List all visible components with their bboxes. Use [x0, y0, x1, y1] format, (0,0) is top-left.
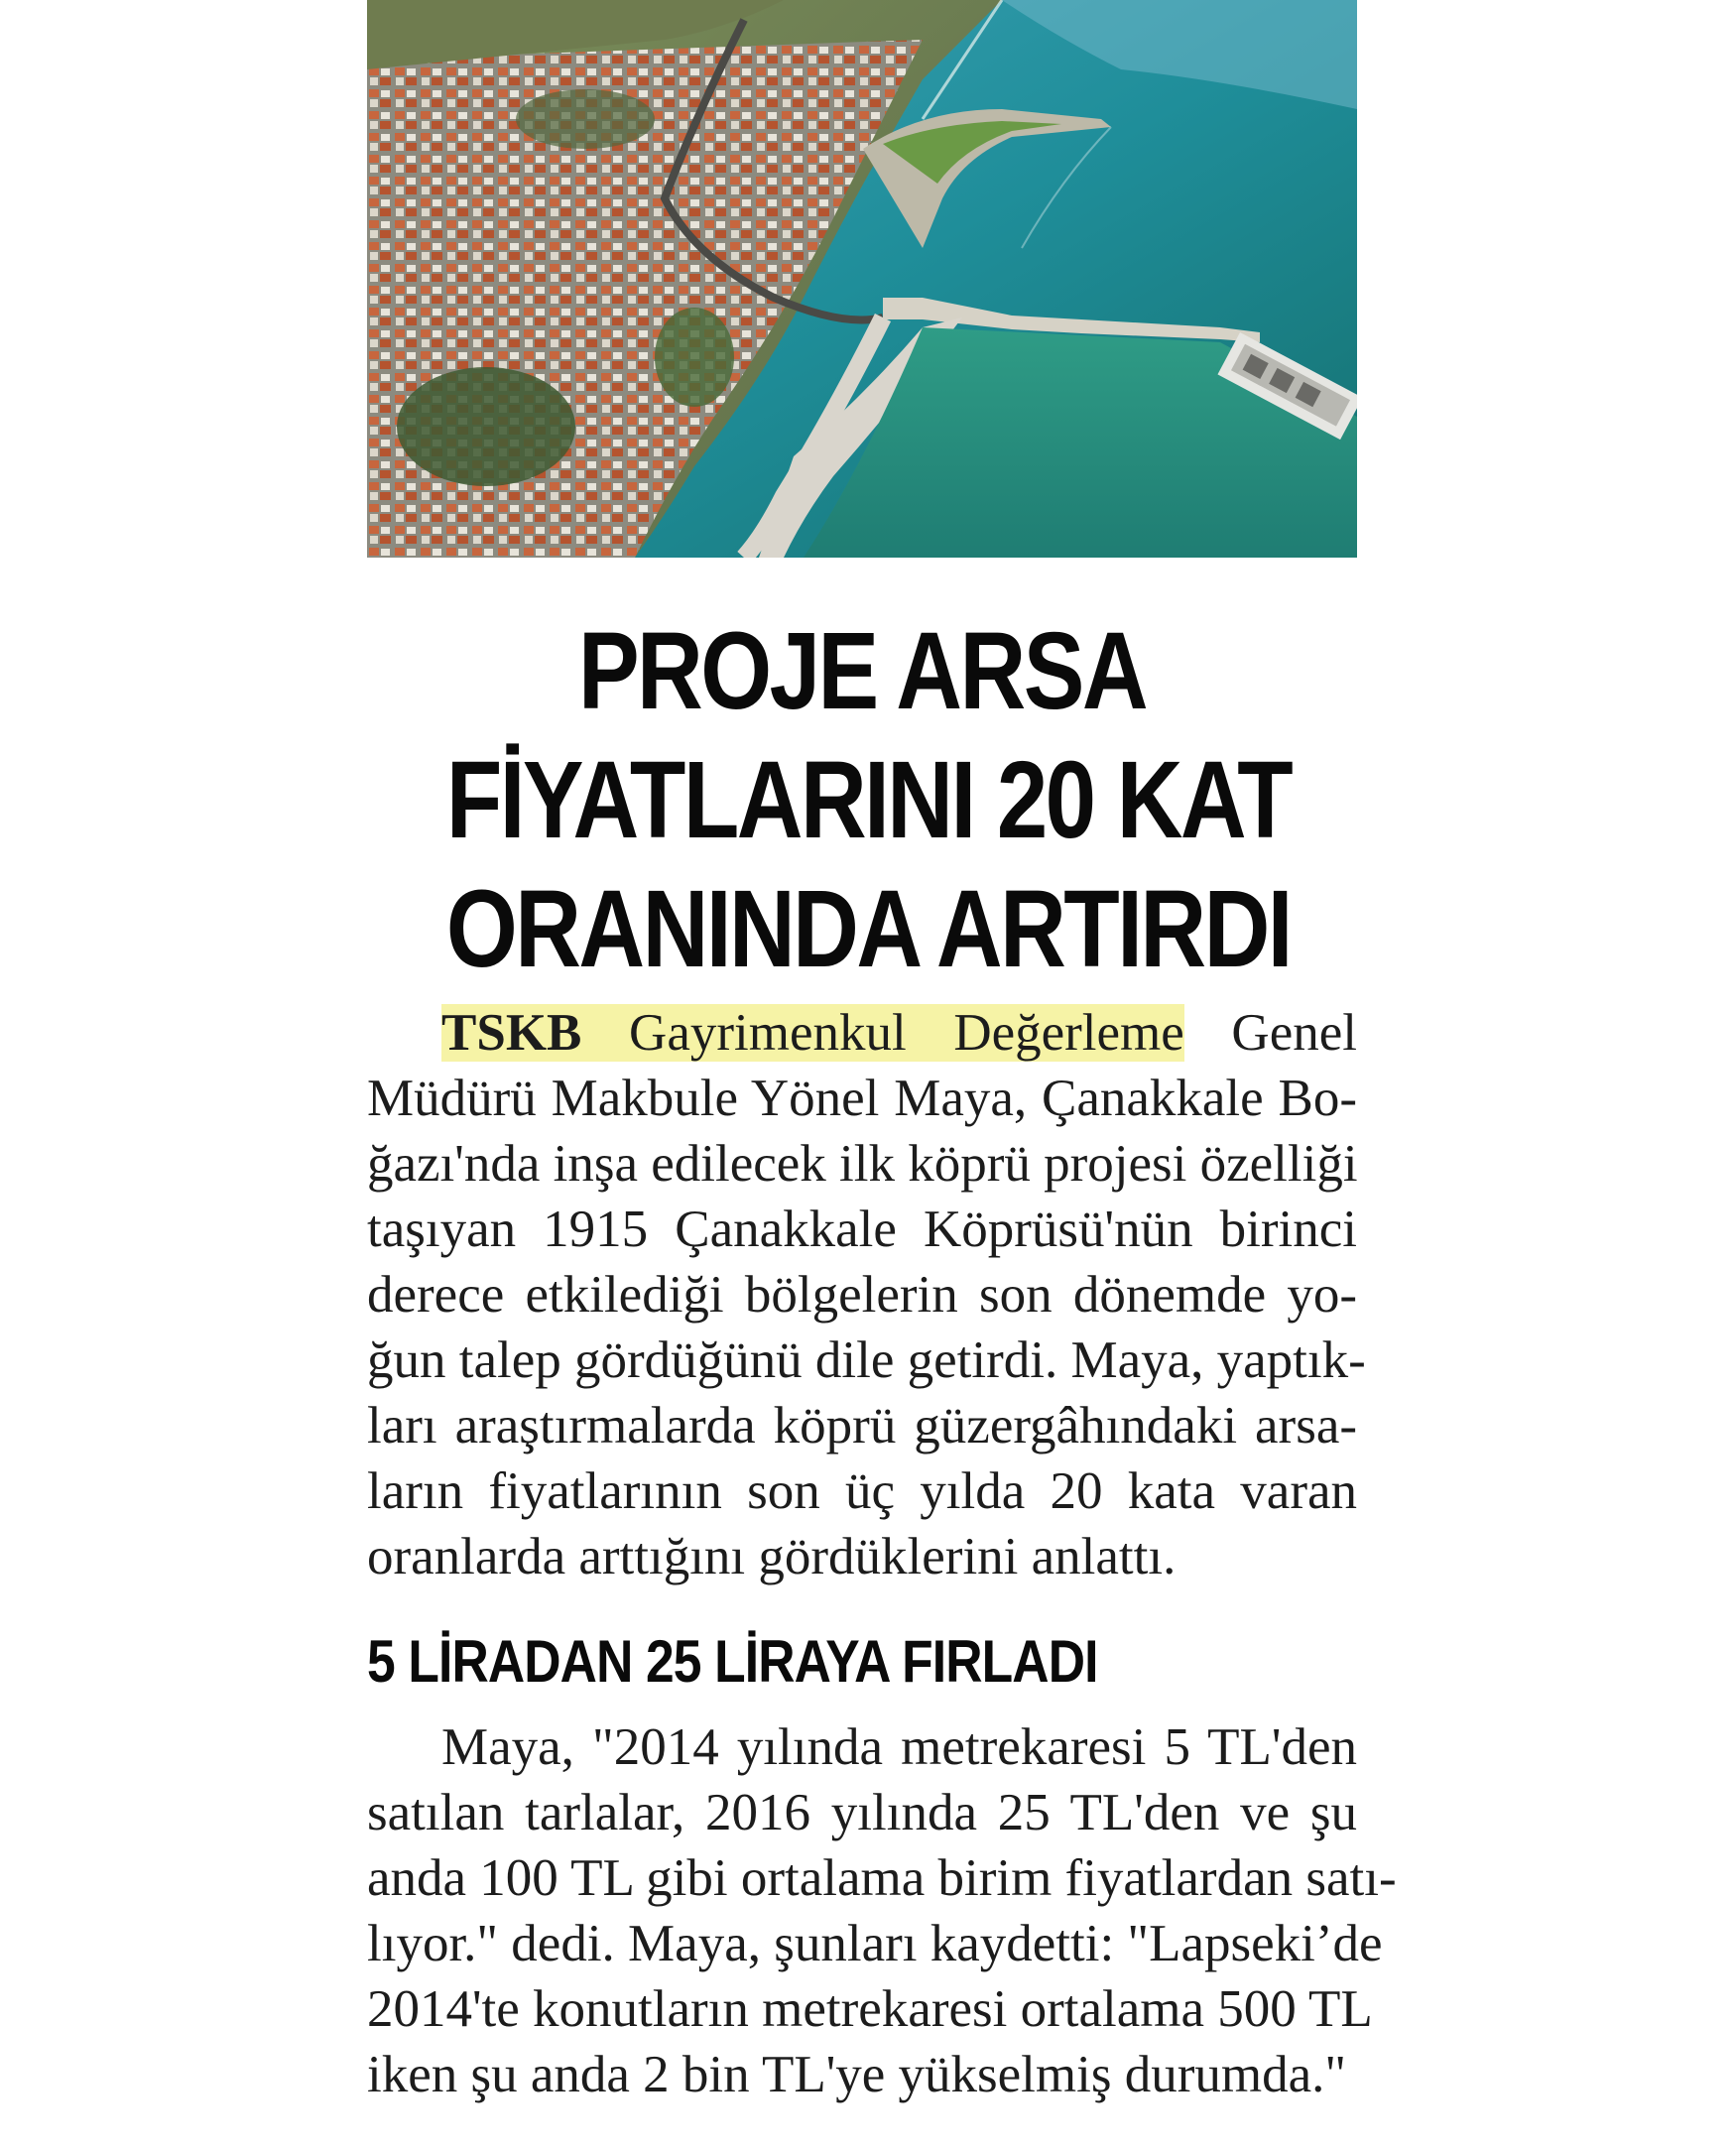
- paragraph-1-first-line-tail: Genel: [1183, 1004, 1357, 1062]
- paragraph-line: oranlarda arttığını gördüklerini anlattı.: [367, 1528, 1177, 1585]
- headline: [445, 607, 1292, 994]
- highlighted-company: TSKB: [441, 1004, 582, 1062]
- headline-line-3: ORANINDA ARTIRDI: [445, 868, 1291, 990]
- paragraph-line: Maya, "2014 yılında metrekaresi 5 TL'den: [441, 1718, 1357, 1776]
- paragraph-1: [367, 1000, 1366, 1589]
- paragraph-2: [367, 1714, 1397, 2107]
- paragraph-line: Müdürü Makbule Yönel Maya, Çanakkale Bo-: [367, 1070, 1357, 1127]
- paragraph-line: ğun talep gördüğünü dile getirdi. Maya, yaptık-: [367, 1331, 1366, 1389]
- paragraph-line: 2014'te konutların metrekaresi ortalama 500 TL: [367, 1980, 1373, 2038]
- headline-line-2: FİYATLARINI 20 KAT: [445, 739, 1292, 861]
- aerial-coastal-town-photo-icon: [367, 0, 1357, 558]
- paragraph-line: lıyor." dedi. Maya, şunları kaydetti: "Lapseki’de: [367, 1915, 1383, 1972]
- headline-line-1: PROJE ARSA: [577, 610, 1147, 732]
- subheading: 5 LİRADAN 25 LİRAYA FIRLADI: [367, 1628, 1098, 1695]
- paragraph-line: iken şu anda 2 bin TL'ye yükselmiş durumda.": [367, 2046, 1346, 2103]
- article: [367, 0, 1397, 2107]
- highlighted-company-rest: Gayrimenkul Değerleme: [581, 1004, 1184, 1062]
- paragraph-line: ların fiyatlarının son üç yılda 20 kata varan: [367, 1462, 1357, 1520]
- paragraph-line: ğazı'nda inşa edilecek ilk köprü projesi özelliği: [367, 1135, 1358, 1193]
- aerial-photo: [367, 0, 1357, 558]
- paragraph-line: anda 100 TL gibi ortalama birim fiyatlardan satı-: [367, 1849, 1397, 1907]
- paragraph-line: ları araştırmalarda köprü güzergâhındaki arsa-: [367, 1397, 1357, 1455]
- paragraph-line: derece etkilediği bölgelerin son dönemde yo-: [367, 1266, 1357, 1324]
- paragraph-1-first-line: [367, 1000, 1357, 1066]
- paragraph-line: satılan tarlalar, 2016 yılında 25 TL'den ve şu: [367, 1784, 1357, 1841]
- paragraph-line: taşıyan 1915 Çanakkale Köprüsü'nün birinci: [367, 1201, 1357, 1258]
